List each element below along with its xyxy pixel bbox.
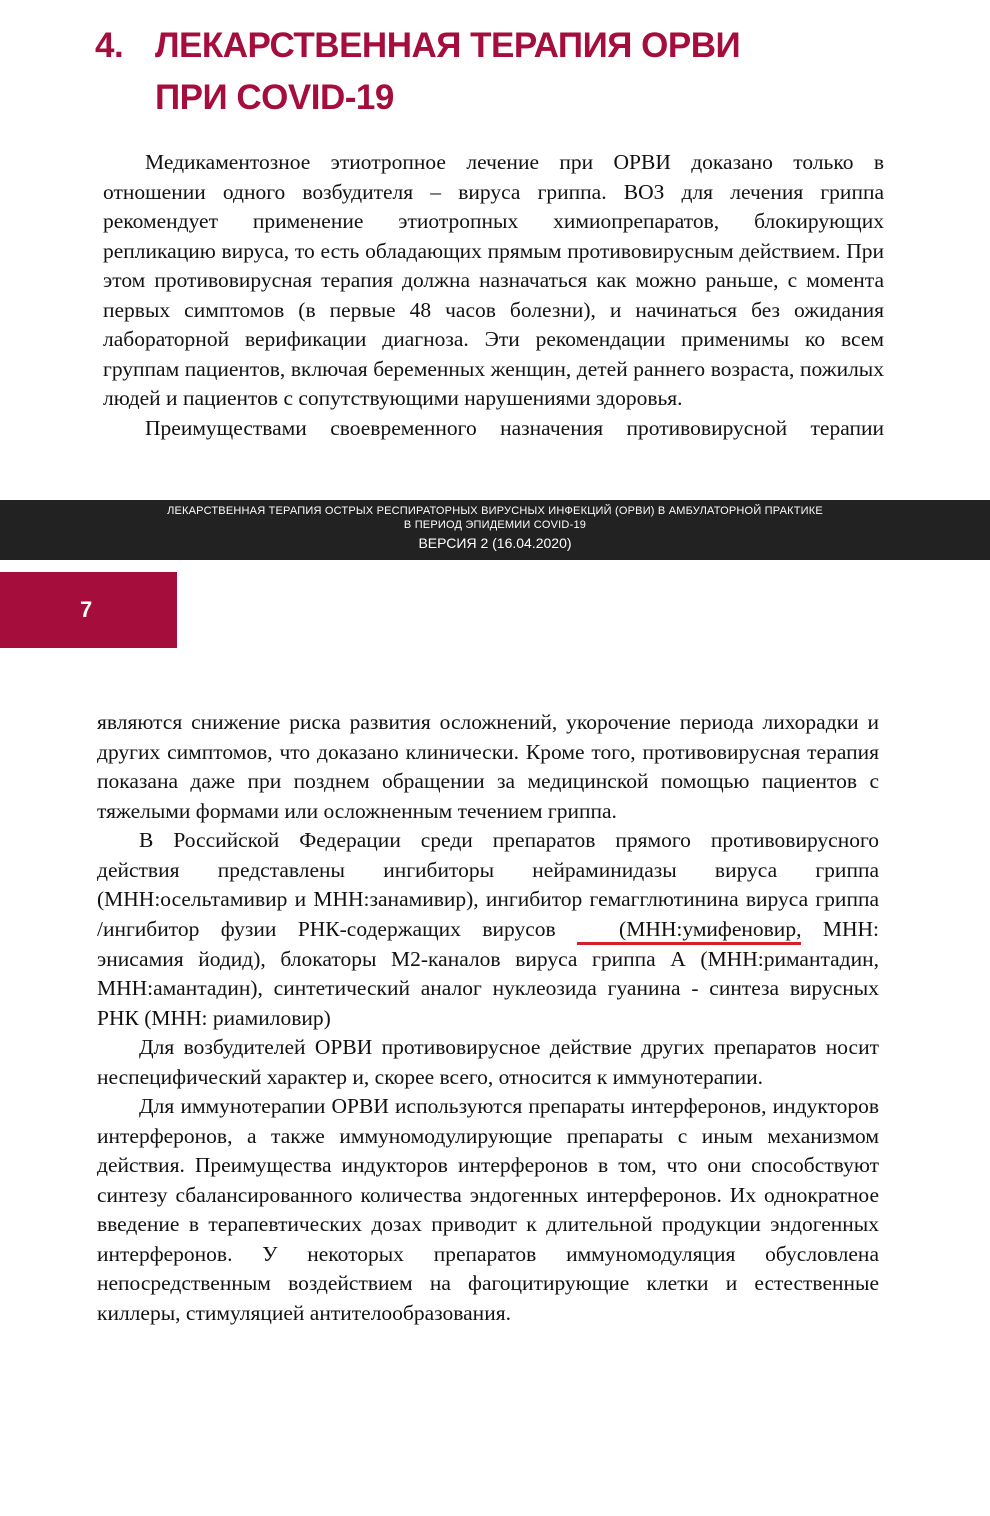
page-1-body [103, 148, 884, 443]
section-heading [95, 20, 955, 124]
paragraph-text: В Российской Федерации среди препаратов прямого противовирусного действия представлены ингибиторы нейраминидазы вируса гриппа (МНН:осельтамивир и МНН:занамивир), ингибитор гемагглютинина вируса гриппа /ингибитор фузии РНК-содержащих вирусов [97, 828, 879, 941]
footer-title-line-2: В ПЕРИОД ЭПИДЕМИИ COVID-19 [403, 519, 587, 531]
paragraph-drugs [97, 826, 879, 1033]
section-number: 4. [95, 26, 124, 65]
footer-version: ВЕРСИЯ 2 (16.04.2020) [418, 535, 572, 551]
paragraph: Медикаментозное этиотропное лечение при ОРВИ доказано только в отношении одного возбудителя – вируса гриппа. ВОЗ для лечения гриппа рекомендует применение этиотропных химиопрепаратов, блокирующих репликацию вируса, то есть обладающих прямым противовирусным действием. При этом противовирусная терапия должна назначаться как можно раньше, с момента первых симптомов (в первые 48 часов болезни), и начинаться без ожидания лабораторной верификации диагноза. Эти рекомендации применимы ко всем группам пациентов, включая беременных женщин, детей раннего возраста, пожилых людей и пациентов с сопутствующими нарушениями здоровья. [103, 150, 884, 410]
page-2-body [97, 708, 879, 1328]
paragraph: Преимуществами своевременного назначения противовирусной терапии [145, 415, 884, 440]
heading-title-line-1: ЛЕКАРСТВЕННАЯ ТЕРАПИЯ ОРВИ [155, 26, 741, 65]
footer-title-line-1: ЛЕКАРСТВЕННАЯ ТЕРАПИЯ ОСТРЫХ РЕСПИРАТОРНЫХ ВИРУСНЫХ ИНФЕКЦИЙ (ОРВИ) В АМБУЛАТОРНОЙ ПРАКТИКЕ [167, 505, 823, 517]
page-number-box [0, 572, 177, 648]
paragraph: являются снижение риска развития осложнений, укорочение периода лихорадки и других симптомов, что доказано клинически. Кроме того, противовирусная терапия показана даже при позднем обращении за медицинской помощью пациентов с тяжелыми формами или осложненным течением гриппа. [97, 710, 879, 823]
heading-line-1 [95, 20, 955, 72]
heading-title-line-2: ПРИ COVID-19 [155, 78, 394, 117]
page-number: 7 [80, 597, 93, 622]
page-footer [0, 500, 990, 560]
paragraph-text: МНН: энисамия йодид), блокаторы М2-каналов вируса гриппа А (МНН:римантадин, МНН:амантадин), синтетический аналог нуклеозида гуанина - синтеза вирусных РНК (МНН: риамиловир) [97, 916, 879, 1030]
paragraph: Для возбудителей ОРВИ противовирусное действие других препаратов носит неспецифический характер и, скорее всего, относится к иммунотерапии. [97, 1035, 879, 1089]
paragraph: Для иммунотерапии ОРВИ используются препараты интерферонов, индукторов интерферонов, а также иммуномодулирующие препараты с иным механизмом действия. Преимущества индукторов интерферонов в том, что они способствуют синтезу сбалансированного количества эндогенных интерферонов. Их однократное введение в терапевтических дозах приводит к длительной продукции эндогенных интерферонов. У некоторых препаратов иммуномодуляция обусловлена непосредственным воздействием на фагоцитирующие клетки и естественные киллеры, стимуляцией антителообразования. [97, 1094, 879, 1325]
underlined-drug-name: (МНН:умифеновир, [577, 917, 801, 945]
